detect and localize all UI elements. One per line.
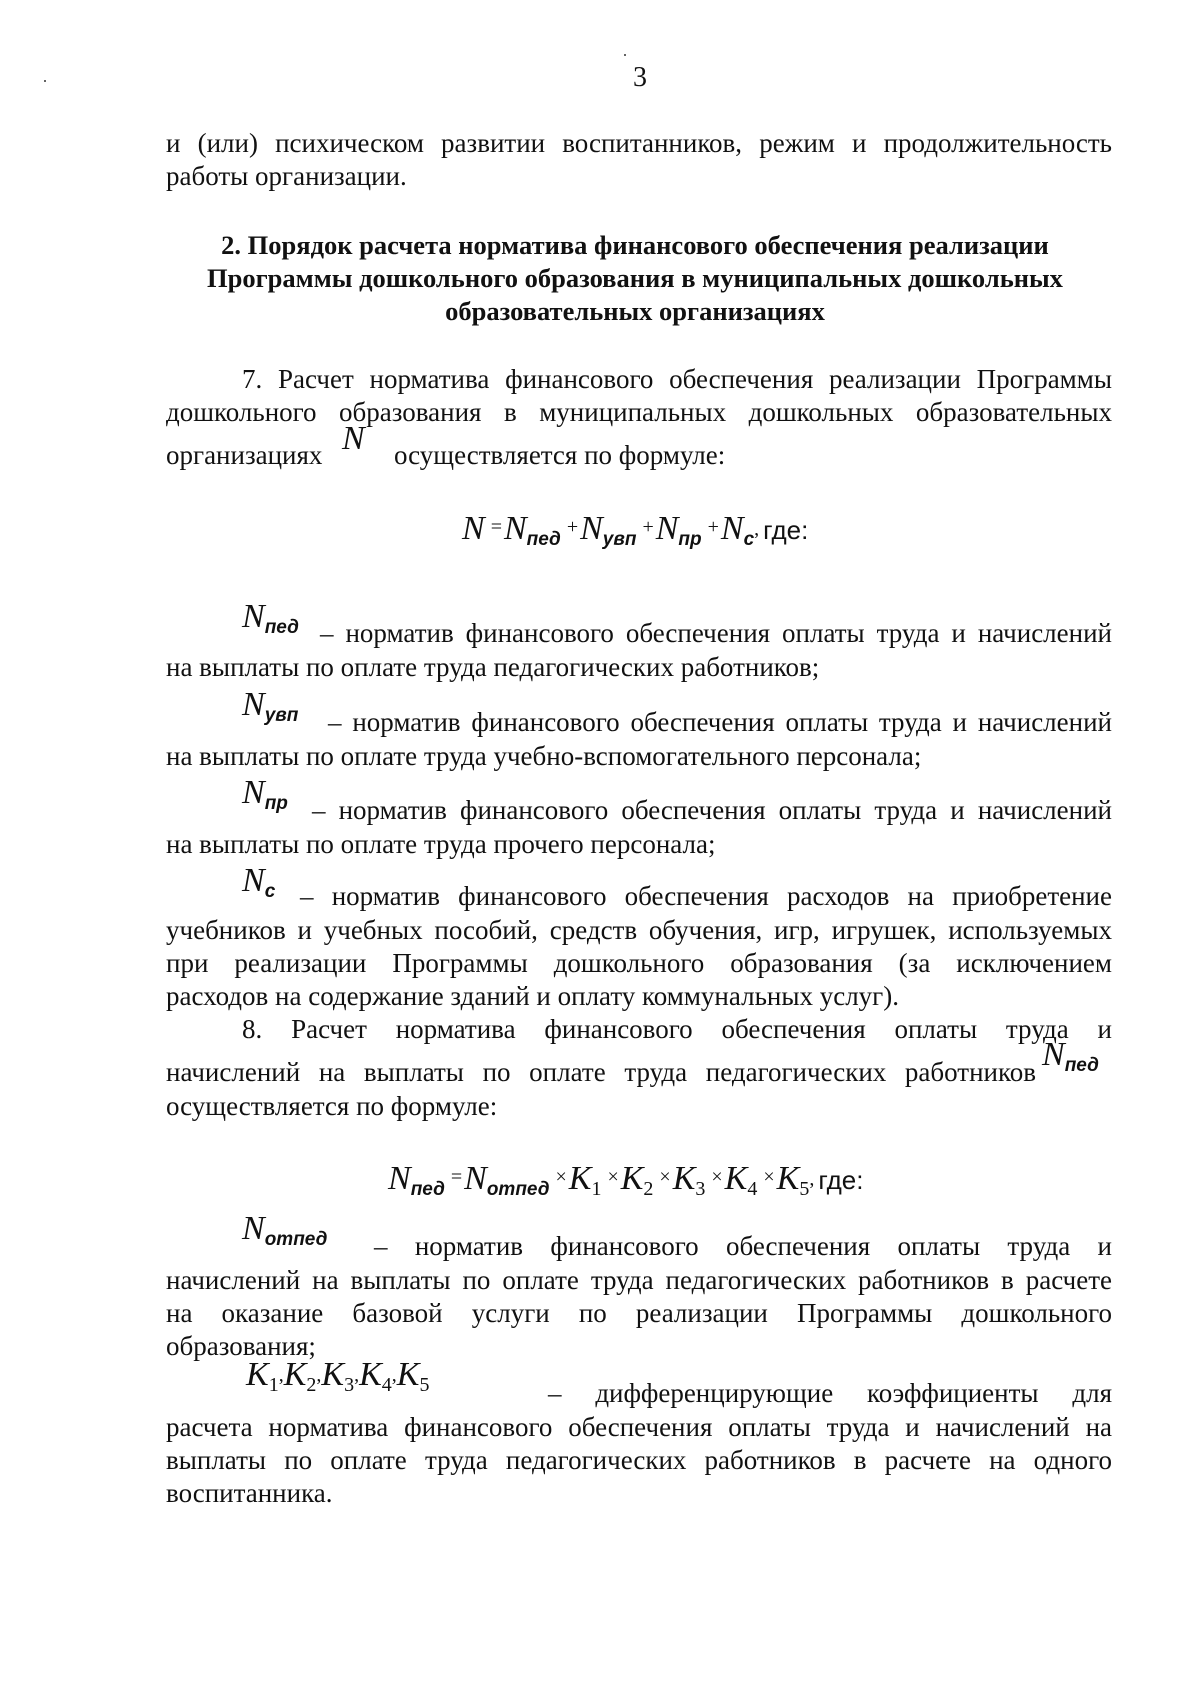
sub-ped: пед — [410, 1179, 445, 1200]
definition-line: – дифференцирующие коэффициенты для — [548, 1378, 1112, 1408]
scan-speck — [44, 80, 46, 82]
symbol-N-otped: Nотпед — [242, 1210, 328, 1250]
sub-uvp: увп — [602, 529, 637, 550]
sub-otped: отпед — [486, 1179, 550, 1200]
definition-line: – норматив финансового обеспечения оплаты труда и начислений — [312, 795, 1112, 825]
coefficient-list: K1,K2,K3,K4,K5 — [246, 1356, 430, 1396]
comma: , — [809, 1168, 815, 1190]
paragraph-line: 8. Расчет норматива финансового обеспечения оплаты труда и — [242, 1014, 1112, 1044]
formula-total: N =Nпед +Nувп +Nпр +Nс, где: — [462, 510, 809, 550]
definition-line: образования; — [166, 1331, 316, 1361]
definition-line: воспитанника. — [166, 1478, 333, 1508]
definition-line: на оказание базовой услуги по реализации Программы дошкольного — [166, 1298, 1112, 1328]
op-equals: = — [490, 516, 502, 538]
sub-pr: пр — [678, 529, 702, 550]
op-plus: + — [707, 516, 719, 538]
paragraph-line: и (или) психическом развитии воспитанников, режим и продолжительность — [166, 128, 1112, 158]
section-heading-line: Программы дошкольного образования в муниципальных дошкольных — [207, 263, 1063, 293]
op-plus: + — [642, 516, 654, 538]
sub-ped: пед — [526, 529, 561, 550]
definition-line: на выплаты по оплате труда учебно-вспомогательного персонала; — [166, 741, 922, 771]
formula-lhs: N — [462, 510, 485, 547]
section-heading-line: 2. Порядок расчета норматива финансового обеспечения реализации — [221, 230, 1049, 260]
symbol-N-c: Nс — [242, 862, 276, 902]
op-times: × — [711, 1166, 723, 1188]
definition-line: на выплаты по оплате труда педагогических работников; — [166, 652, 820, 682]
scan-speck — [624, 54, 626, 56]
symbol-N: N — [342, 420, 365, 457]
symbol-N-ped: Nпед — [1042, 1036, 1099, 1076]
symbol-N-ped: Nпед — [242, 598, 299, 638]
definition-line: – норматив финансового обеспечения оплаты труда и — [374, 1231, 1112, 1261]
definition-line: начислений на выплаты по оплате труда педагогических работников в расчете — [166, 1265, 1112, 1295]
paragraph-line: 7. Расчет норматива финансового обеспечения реализации Программы — [242, 364, 1112, 394]
op-times: × — [607, 1166, 619, 1188]
comma: , — [754, 518, 760, 540]
where-label: где: — [818, 1165, 864, 1195]
op-equals: = — [450, 1166, 463, 1188]
definition-line: – норматив финансового обеспечения расходов на приобретение — [300, 881, 1112, 911]
definition-line: учебников и учебных пособий, средств обучения, игр, игрушек, используемых — [166, 915, 1112, 945]
definition-line: – норматив финансового обеспечения оплаты труда и начислений — [328, 707, 1112, 737]
definition-line: – норматив финансового обеспечения оплаты труда и начислений — [320, 618, 1112, 648]
page-number: 3 — [633, 62, 647, 93]
sub-c: с — [743, 529, 755, 550]
op-times: × — [555, 1166, 567, 1188]
paragraph-line: осуществляется по формуле: — [166, 1091, 498, 1121]
paragraph-line: работы организации. — [166, 161, 407, 191]
op-plus: + — [566, 516, 579, 538]
op-times: × — [763, 1166, 775, 1188]
symbol-N-pr: Nпр — [242, 774, 288, 814]
paragraph-line: дошкольного образования в муниципальных дошкольных образовательных — [166, 397, 1112, 427]
where-label: где: — [763, 515, 809, 545]
formula-ped: Nпед =Nотпед ×K1 ×K2 ×K3 ×K4 ×K5, где: — [388, 1160, 864, 1200]
definition-line: на выплаты по оплате труда прочего персонала; — [166, 829, 716, 859]
definition-line: при реализации Программы дошкольного образования (за исключением — [166, 948, 1112, 978]
definition-line: расчета норматива финансового обеспечения оплаты труда и начислений на — [166, 1412, 1112, 1442]
op-times: × — [659, 1166, 671, 1188]
paragraph-line: начислений на выплаты по оплате труда педагогических работников — [166, 1057, 1036, 1087]
definition-line: расходов на содержание зданий и оплату коммунальных услуг). — [166, 981, 899, 1011]
section-heading-line: образовательных организациях — [445, 296, 825, 326]
symbol-N-uvp: Nувп — [242, 686, 299, 726]
paragraph-line: осуществляется по формуле: — [394, 440, 726, 470]
text: организациях — [166, 440, 323, 470]
paragraph-line — [166, 440, 322, 471]
definition-line: выплаты по оплате труда педагогических работников в расчете на одного — [166, 1445, 1112, 1475]
